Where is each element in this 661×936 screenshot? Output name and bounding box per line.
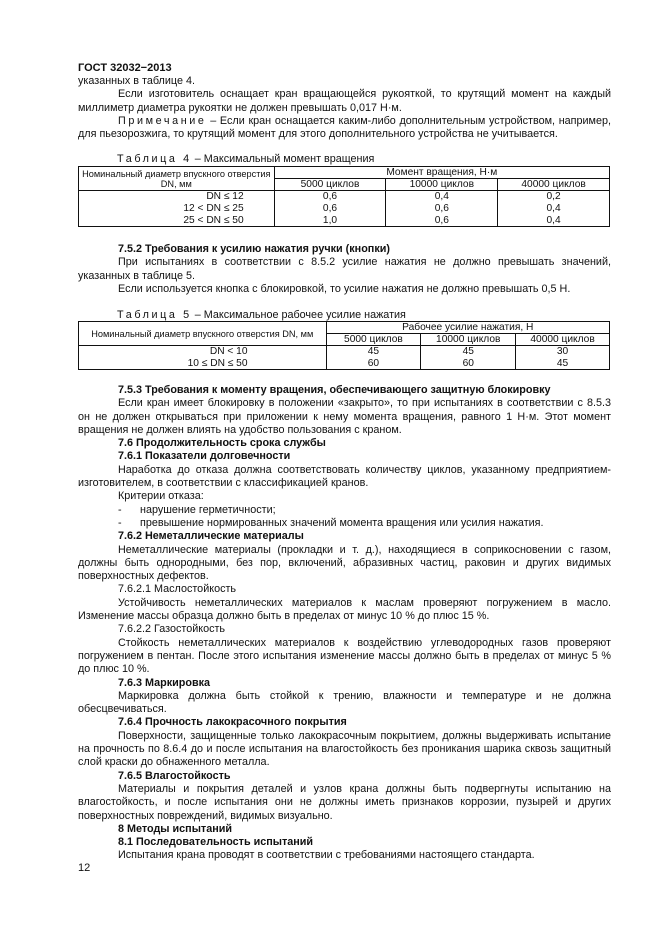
table5-cycles-header: 5000 циклов — [326, 334, 421, 346]
table4-value-cell: 1,0 — [274, 215, 386, 227]
paragraph: Материалы и покрытия деталей и узлов крана должны быть подвергнуты испытанию на влагостойкость, и после испытания они не должны иметь признаков коррозии, пузырей и других поверхностных повреждений, видимых визуально. — [78, 782, 611, 822]
section-heading: 8.1 Последовательность испытаний — [118, 836, 314, 849]
note-text: – Если кран оснащается каким-либо дополнительным устройством, например, для пьезорозжига, то крутящий момент для этого дополнительного устройства не учитывается. — [78, 114, 611, 141]
intro-section — [78, 75, 611, 141]
table4-cycles-header: 10000 циклов — [386, 179, 498, 191]
subsection-heading: 7.6.2.1 Маслостойкость — [118, 583, 237, 596]
table4-col1-header: Номинальный диаметр впускного отверстия DN, мм — [79, 167, 275, 191]
table5-title: – Максимальное рабочее усилие нажатия — [191, 309, 406, 321]
table4-value-cell: 0,4 — [498, 215, 610, 227]
section-heading: 7.6.3 Маркировка — [118, 676, 211, 689]
table4-cycles-header: 40000 циклов — [498, 179, 610, 191]
table5-dn-cell: DN < 10 — [79, 346, 327, 358]
table4-value-cell: 0,2 — [498, 191, 610, 203]
table5-label: Таблица 5 — [117, 309, 192, 321]
section-heading: 7.6.1 Показатели долговечности — [118, 450, 291, 463]
body-text — [78, 384, 611, 863]
table5-cycles-header: 10000 циклов — [421, 334, 516, 346]
section-heading: 8 Методы испытаний — [118, 822, 233, 835]
table5-value-cell: 45 — [516, 358, 610, 370]
section-heading: 7.6.4 Прочность лакокрасочного покрытия — [118, 716, 347, 729]
section-7-5-2 — [78, 243, 611, 296]
table-row — [79, 203, 610, 215]
section-heading: 7.5.3 Требования к моменту вращения, обеспечивающего защитную блокировку — [118, 384, 551, 396]
paragraph: При испытаниях в соответствии с 8.5.2 усилие нажатия не должно превышать значений, указанных в таблице 5. — [78, 256, 611, 282]
table-row — [79, 346, 610, 358]
note — [78, 115, 611, 142]
page-number: 12 — [78, 862, 91, 874]
table4-dn-cell: 12 < DN ≤ 25 — [79, 203, 275, 215]
section-heading: 7.5.2 Требования к усилию нажатия ручки (кнопки) — [118, 243, 390, 255]
subsection-heading: 7.6.2.2 Газостойкость — [118, 623, 226, 636]
table4-dn-cell: 25 < DN ≤ 50 — [79, 215, 275, 227]
table5 — [78, 321, 610, 370]
table-row — [79, 358, 610, 370]
list-item: - нарушение герметичности; — [118, 503, 276, 516]
paragraph: Поверхности, защищенные только лакокрасочным покрытием, должны выдерживать испытание на прочность по 8.6.4 до и после испытания на влагостойкость без проникания шарика сквозь защитный слой краски до обнаженного металла. — [78, 729, 611, 769]
table5-col1-header: Номинальный диаметр впускного отверстия DN, мм — [79, 322, 327, 346]
paragraph: Устойчивость неметаллических материалов к маслам проверяют погружением в масло. Изменение массы образца должно быть в пределах от минус 10 % до плюс 15 %. — [78, 596, 611, 623]
table5-value-cell: 60 — [421, 358, 516, 370]
section-heading: 7.6.5 Влагостойкость — [118, 769, 231, 782]
paragraph: Если кран имеет блокировку в положении «закрыто», то при испытаниях в соответствии с 8.5.3 он не должен открываться при приложении к нему момента вращения, равного 1 Н·м. Этот момент вращения не должен влиять на удобство пользования с краном. — [78, 397, 611, 436]
table5-value-cell: 45 — [421, 346, 516, 358]
table4-value-cell: 0,4 — [386, 191, 498, 203]
table5-value-cell: 45 — [326, 346, 421, 358]
table4-value-cell: 0,6 — [274, 203, 386, 215]
section-heading: 7.6 Продолжительность срока службы — [118, 437, 326, 450]
document-id: ГОСТ 32032−2013 — [78, 62, 172, 74]
table-row — [79, 191, 610, 203]
paragraph: Стойкость неметаллических материалов к воздействию углеводородных газов проверяют погружением в пентан. После этого испытания изменение массы должно быть в пределах от минус 5 % до плюс 10 %. — [78, 636, 611, 676]
table4-dn-cell: DN ≤ 12 — [79, 191, 275, 203]
table-row — [79, 215, 610, 227]
continued-text: указанных в таблице 4. — [78, 75, 195, 87]
table4-value-cell: 0,6 — [386, 203, 498, 215]
table4-cycles-header: 5000 циклов — [274, 179, 386, 191]
section-heading: 7.6.2 Неметаллические материалы — [118, 530, 304, 543]
table5-cycles-header: 40000 циклов — [516, 334, 610, 346]
note-label: Примечание — [118, 114, 207, 127]
table4-label: Таблица 4 — [117, 153, 192, 165]
dash-marker: - — [118, 503, 122, 516]
table5-group-header: Рабочее усилие нажатия, Н — [326, 322, 609, 334]
table4-group-header: Момент вращения, Н·м — [274, 167, 609, 179]
list-intro: Критерии отказа: — [118, 490, 204, 503]
dash-marker: - — [118, 516, 122, 529]
paragraph: Если используется кнопка с блокировкой, то усилие нажатия не должно превышать 0,5 Н. — [118, 282, 571, 295]
table4-value-cell: 0,6 — [386, 215, 498, 227]
list-item: - превышение нормированных значений момента вращения или усилия нажатия. — [118, 516, 544, 529]
table5-dn-cell: 10 ≤ DN ≤ 50 — [79, 358, 327, 370]
table4-value-cell: 0,6 — [274, 191, 386, 203]
paragraph: Испытания крана проводят в соответствии с требованиями настоящего стандарта. — [118, 849, 535, 862]
table4-value-cell: 0,4 — [498, 203, 610, 215]
paragraph: Маркировка должна быть стойкой к трению, влажности и температуре и не должна обесцвечиваться. — [78, 689, 611, 716]
paragraph: Если изготовитель оснащает кран вращающейся рукояткой, то крутящий момент на каждый миллиметр диаметра рукоятки не должен превышать 0,017 Н·м. — [78, 88, 611, 114]
table5-value-cell: 30 — [516, 346, 610, 358]
table4 — [78, 166, 610, 227]
paragraph: Наработка до отказа должна соответствовать количеству циклов, указанному предприятием-изготовителем, в соответствии с классификацией кранов. — [78, 463, 611, 490]
table5-value-cell: 60 — [326, 358, 421, 370]
paragraph: Неметаллические материалы (прокладки и т. д.), находящиеся в соприкосновении с газом, должны быть однородными, без пор, включений, абразивных частиц, раковин и других видимых поверхностных дефектов. — [78, 543, 611, 583]
table4-caption — [117, 153, 374, 166]
table4-title: – Максимальный момент вращения — [191, 153, 375, 165]
